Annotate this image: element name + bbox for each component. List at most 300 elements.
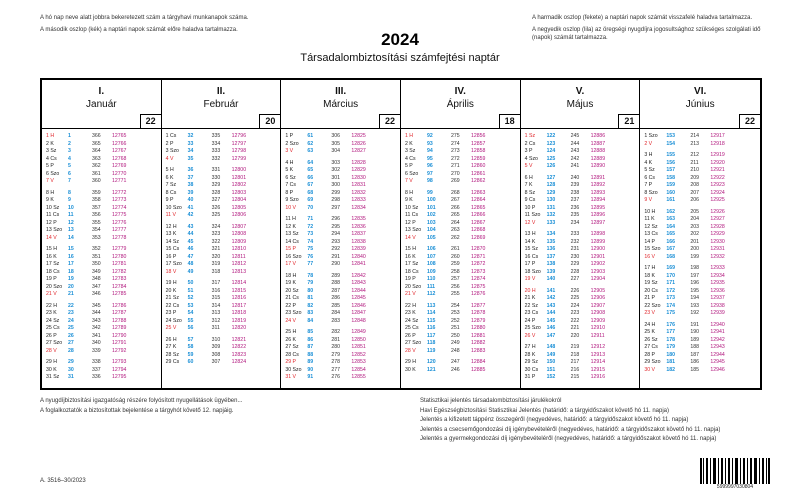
day-label: 11 Cs (46, 212, 60, 218)
day-backward: 215 (570, 374, 580, 380)
day-row (644, 160, 757, 168)
month-column-2 (281, 80, 401, 388)
day-row (525, 205, 637, 213)
calendar-grid (40, 78, 762, 390)
footer-left (40, 398, 370, 417)
day-service: 12943 (710, 344, 725, 350)
day-forward: 121 (426, 366, 436, 373)
day-row (405, 171, 517, 179)
day-service: 12886 (590, 133, 606, 139)
day-forward: 139 (546, 268, 556, 275)
day-service: 12921 (710, 167, 725, 173)
day-label: 4 H (285, 159, 294, 166)
month-roman: IV. (454, 86, 466, 97)
day-forward: 91 (307, 374, 314, 380)
day-row (644, 329, 757, 337)
day-forward: 78 (307, 272, 314, 279)
day-label: 17 H (644, 265, 656, 271)
day-backward: 217 (570, 359, 580, 365)
day-backward: 335 (211, 133, 221, 139)
day-backward: 187 (690, 351, 699, 358)
day-service: 12790 (112, 332, 127, 339)
day-row (525, 141, 637, 149)
day-service: 12825 (351, 133, 366, 139)
day-service: 12796 (231, 133, 247, 139)
day-label: 10 Szo (165, 204, 182, 211)
day-backward: 320 (211, 253, 221, 260)
day-label: 13 Szo (404, 227, 422, 233)
day-row (644, 344, 757, 352)
day-backward: 214 (690, 133, 699, 139)
day-row (644, 322, 757, 330)
day-forward: 169 (666, 265, 675, 271)
month-header (401, 86, 520, 129)
day-service: 12876 (470, 291, 486, 297)
day-row (285, 303, 397, 311)
day-service: 12933 (710, 265, 725, 271)
day-backward: 198 (690, 265, 699, 271)
day-label: 22 Cs (165, 302, 180, 309)
day-forward: 162 (666, 208, 675, 215)
day-row (46, 197, 158, 205)
day-row (46, 163, 158, 171)
day-backward: 273 (450, 148, 460, 154)
day-service: 12882 (470, 340, 486, 346)
day-service: 12925 (710, 197, 725, 203)
day-label: 22 P (285, 302, 296, 309)
day-forward: 69 (307, 197, 314, 203)
day-forward: 15 (68, 246, 74, 252)
day-forward: 40 (187, 197, 194, 203)
day-service: 12844 (351, 287, 366, 294)
day-forward: 56 (187, 325, 194, 331)
day-row (285, 295, 397, 303)
day-backward: 353 (92, 234, 101, 241)
day-service: 12936 (710, 287, 725, 294)
day-backward: 255 (450, 291, 460, 297)
day-row (166, 352, 278, 360)
day-label: 18 Szo (524, 268, 541, 275)
day-backward: 286 (331, 295, 340, 301)
day-row (644, 239, 757, 247)
footer-left-line: A nyugdíjbiztosítási igazgatóság részére folyósított nyugellátások ügyében... (40, 398, 243, 404)
day-service: 12861 (470, 170, 486, 177)
day-backward: 357 (92, 204, 101, 211)
day-backward: 324 (211, 223, 221, 230)
day-forward: 114 (426, 310, 436, 316)
day-backward: 241 (570, 163, 580, 169)
day-row (46, 205, 158, 213)
day-label: 4 Szo (524, 155, 538, 162)
day-forward: 67 (307, 182, 314, 188)
day-forward: 141 (546, 287, 556, 294)
day-backward: 289 (331, 272, 340, 279)
day-label: 10 H (644, 208, 656, 215)
day-service: 12852 (351, 351, 366, 358)
day-row (644, 303, 757, 311)
day-label: 27 H (524, 344, 536, 350)
day-service: 12917 (710, 133, 725, 139)
day-backward: 243 (570, 148, 580, 154)
month-roman: II. (216, 86, 226, 97)
day-service: 12859 (470, 155, 486, 162)
day-row (405, 212, 517, 220)
day-row (46, 246, 158, 254)
day-row (285, 374, 397, 382)
day-service: 12904 (590, 276, 606, 282)
day-backward: 246 (450, 366, 460, 373)
day-label: 25 Szo (524, 325, 541, 331)
day-backward: 280 (331, 344, 340, 350)
day-service: 12918 (710, 140, 725, 147)
day-row (166, 205, 278, 213)
day-forward: 133 (546, 219, 556, 226)
day-backward: 295 (331, 223, 340, 230)
day-backward: 360 (92, 178, 101, 184)
day-backward: 228 (570, 268, 580, 275)
day-service: 12801 (231, 174, 247, 181)
day-service: 12919 (710, 152, 725, 158)
day-row (405, 156, 517, 164)
day-row (285, 148, 397, 156)
day-forward: 120 (426, 359, 436, 365)
day-forward: 62 (307, 140, 314, 147)
day-service: 12847 (351, 310, 366, 316)
day-label: 30 K (404, 366, 416, 373)
day-row (405, 178, 517, 186)
day-label: 28 Cs (285, 351, 299, 358)
day-row (525, 288, 637, 296)
day-forward: 85 (307, 329, 314, 335)
day-service: 12887 (590, 140, 606, 147)
day-forward: 29 (68, 359, 74, 365)
day-service: 12772 (112, 189, 127, 196)
day-label: 16 V (644, 253, 655, 260)
day-forward: 7 (68, 178, 71, 184)
day-backward: 366 (92, 133, 101, 139)
day-backward: 296 (331, 216, 340, 222)
day-service: 12768 (112, 155, 127, 162)
day-row (525, 352, 637, 360)
day-service: 12824 (231, 359, 247, 365)
day-forward: 53 (187, 302, 194, 309)
day-service: 12911 (590, 332, 605, 339)
day-forward: 117 (426, 332, 436, 339)
day-backward: 201 (690, 238, 699, 245)
day-forward: 157 (666, 167, 675, 173)
day-service: 12854 (351, 366, 366, 373)
day-backward: 269 (450, 178, 460, 184)
day-row (166, 156, 278, 164)
day-row (405, 261, 517, 269)
day-backward: 212 (690, 152, 699, 158)
day-label: 9 K (46, 197, 54, 203)
day-backward: 268 (450, 189, 460, 196)
day-label: 21 V (404, 291, 416, 297)
day-row (644, 246, 757, 254)
day-row (644, 216, 757, 224)
day-service: 12769 (112, 163, 127, 169)
day-label: 3 Szo (165, 148, 179, 154)
day-forward: 161 (666, 197, 675, 203)
day-backward: 283 (331, 317, 340, 324)
day-backward: 349 (92, 268, 101, 275)
day-row (166, 269, 278, 277)
day-service: 12773 (112, 197, 127, 203)
day-row (405, 235, 517, 243)
day-row (405, 269, 517, 277)
day-row (525, 374, 637, 382)
day-forward: 105 (426, 234, 436, 241)
day-row (644, 295, 757, 303)
day-service: 12938 (710, 302, 725, 309)
day-service: 12775 (112, 212, 127, 218)
day-label: 3 Sz (46, 148, 57, 154)
day-forward: 160 (666, 189, 675, 196)
day-label: 20 K (165, 287, 177, 294)
day-row (405, 227, 517, 235)
day-backward: 291 (331, 253, 340, 260)
day-label: 26 H (165, 336, 177, 343)
day-forward: 112 (426, 291, 436, 297)
day-label: 25 Cs (46, 325, 60, 331)
day-label: 12 P (46, 219, 57, 226)
day-row (644, 310, 757, 318)
day-label: 27 Szo (46, 340, 63, 346)
day-label: 10 P (524, 204, 536, 211)
day-label: 10 Sz (46, 204, 60, 211)
day-row (405, 220, 517, 228)
day-service: 12798 (231, 148, 247, 154)
day-backward: 312 (211, 317, 221, 324)
day-forward: 35 (187, 155, 194, 162)
day-forward: 26 (68, 332, 74, 339)
day-service: 12868 (470, 227, 486, 233)
month-column-5 (640, 80, 760, 388)
day-row (525, 148, 637, 156)
day-row (166, 359, 278, 367)
day-label: 30 Cs (524, 366, 539, 373)
day-label: 9 K (404, 197, 413, 203)
day-forward: 149 (546, 351, 556, 358)
day-backward: 365 (92, 140, 101, 147)
day-backward: 257 (450, 276, 460, 282)
day-service: 12787 (112, 310, 127, 316)
day-label: 26 Sz (644, 336, 658, 343)
day-label: 18 K (644, 272, 655, 279)
day-label: 27 Cs (644, 344, 658, 350)
day-backward: 189 (690, 336, 699, 343)
day-forward: 155 (666, 152, 675, 158)
day-service: 12774 (112, 204, 127, 211)
day-backward: 323 (211, 231, 221, 237)
day-service: 12805 (231, 204, 247, 211)
day-service: 12942 (710, 336, 725, 343)
day-backward: 362 (92, 163, 101, 169)
month-days (281, 129, 400, 382)
day-row (644, 224, 757, 232)
day-service: 12800 (231, 167, 247, 173)
day-backward: 339 (92, 347, 101, 354)
day-service: 12799 (231, 155, 247, 162)
day-row (46, 254, 158, 262)
day-backward: 292 (331, 246, 340, 252)
day-label: 30 V (644, 366, 655, 373)
day-label: 20 H (524, 287, 536, 294)
day-forward: 97 (426, 170, 433, 177)
workdays-count: 21 (618, 114, 639, 128)
month-roman: VI. (694, 86, 707, 97)
day-label: 24 H (644, 321, 656, 328)
day-row (644, 175, 757, 183)
day-service: 12803 (231, 189, 247, 196)
day-row (285, 352, 397, 360)
note-right-1: A harmadik oszlop (fekete) a naptári napok számát visszafelé haladva tartalmazza. (532, 15, 753, 21)
day-label: 16 P (165, 253, 177, 260)
day-service: 12900 (590, 246, 606, 252)
day-label: 13 Szo (46, 227, 63, 233)
day-forward: 38 (187, 182, 194, 188)
workdays-count: 22 (140, 114, 161, 128)
day-backward: 245 (570, 133, 580, 139)
footer-left-line: A foglalkoztatók a biztosítottak bejelentése a tárgyhót követő 12. napjáig. (40, 407, 234, 414)
day-row (166, 325, 278, 333)
day-label: 23 V (644, 310, 655, 316)
day-forward: 179 (666, 344, 675, 350)
day-forward: 21 (68, 291, 74, 297)
month-days (162, 129, 281, 367)
day-row (525, 318, 637, 326)
day-forward: 43 (187, 223, 194, 230)
day-label: 30 K (46, 366, 57, 373)
day-row (285, 329, 397, 337)
day-forward: 25 (68, 325, 74, 331)
day-forward: 54 (187, 310, 194, 316)
day-label: 20 Cs (644, 287, 658, 294)
day-backward: 188 (690, 344, 699, 350)
note-right-2: A negyedik oszlop (lila) az öregségi nyugdíjra jogosultsághoz szükséges szolgálati idő (napok) számát tartalmazza. (532, 27, 761, 41)
day-backward: 192 (690, 310, 699, 316)
day-service: 12946 (710, 366, 725, 373)
day-row (46, 303, 158, 311)
day-row (405, 310, 517, 318)
day-label: 8 Szo (644, 189, 658, 196)
day-service: 12789 (112, 325, 127, 331)
day-row (166, 197, 278, 205)
footer-right-line: Statisztikai jelentés társadalombiztosítási járulékokról (420, 398, 562, 404)
day-row (525, 156, 637, 164)
day-label: 5 P (46, 163, 54, 169)
day-label: 5 V (524, 163, 533, 169)
day-forward: 154 (666, 140, 675, 147)
day-row (525, 239, 637, 247)
day-service: 12826 (351, 140, 366, 147)
day-backward: 293 (331, 238, 340, 245)
day-row (166, 303, 278, 311)
day-label: 28 V (46, 347, 57, 354)
day-forward: 106 (426, 246, 436, 252)
day-backward: 271 (450, 163, 460, 169)
month-column-4 (521, 80, 641, 388)
day-row (46, 367, 158, 375)
day-service: 12767 (112, 148, 127, 154)
day-backward: 352 (92, 246, 101, 252)
day-row (644, 141, 757, 149)
day-row (46, 178, 158, 186)
day-row (46, 133, 158, 141)
day-label: 27 Szo (404, 340, 422, 346)
day-label: 27 Sz (285, 344, 299, 350)
day-row (46, 171, 158, 179)
day-backward: 348 (92, 276, 101, 282)
day-label: 14 Cs (285, 238, 299, 245)
day-forward: 82 (307, 302, 314, 309)
day-row (166, 212, 278, 220)
day-label: 5 K (285, 167, 294, 173)
day-backward: 230 (570, 253, 580, 260)
day-backward: 275 (450, 133, 460, 139)
day-label: 1 H (404, 133, 414, 139)
day-service: 12944 (710, 351, 725, 358)
day-row (166, 280, 278, 288)
day-backward: 306 (331, 133, 340, 139)
day-forward: 37 (187, 174, 194, 181)
day-label: 20 Szo (46, 283, 63, 290)
day-service: 12779 (112, 246, 127, 252)
day-backward: 297 (331, 204, 340, 211)
day-forward: 134 (546, 231, 556, 237)
day-label: 12 P (404, 219, 416, 226)
day-service: 12819 (231, 317, 247, 324)
day-service: 12929 (710, 231, 725, 237)
day-service: 12848 (351, 317, 366, 324)
day-forward: 108 (426, 261, 436, 267)
day-backward: 356 (92, 212, 101, 218)
day-service: 12894 (590, 197, 606, 203)
month-column-3 (401, 80, 521, 388)
barcode-icon (700, 458, 770, 484)
day-service: 12892 (590, 182, 606, 188)
day-backward: 317 (211, 280, 221, 286)
month-header (521, 86, 640, 129)
day-backward: 290 (331, 261, 340, 267)
day-forward: 170 (666, 272, 675, 279)
footer-right-line: Havi Egészségbiztosítási Statisztikai Jelentés (határidő: a tárgyidőszakot követő hó 11. napja) (420, 407, 670, 414)
day-label: 2 Cs (524, 140, 536, 147)
day-forward: 63 (307, 148, 314, 154)
day-backward: 202 (690, 231, 699, 237)
day-label: 19 V (524, 276, 536, 282)
day-service: 12778 (112, 234, 127, 241)
day-forward: 96 (426, 163, 433, 169)
day-label: 25 K (644, 329, 655, 335)
day-service: 12835 (351, 216, 366, 222)
day-backward: 336 (92, 374, 101, 380)
day-label: 6 Szo (404, 170, 419, 177)
day-label: 11 Cs (404, 212, 419, 218)
day-forward: 128 (546, 182, 556, 188)
day-forward: 142 (546, 295, 556, 301)
day-forward: 147 (546, 332, 556, 339)
day-row (644, 265, 757, 273)
day-backward: 272 (450, 155, 460, 162)
day-forward: 73 (307, 231, 314, 237)
day-forward: 3 (68, 148, 71, 154)
day-forward: 113 (426, 302, 436, 309)
day-row (46, 227, 158, 235)
day-forward: 99 (426, 189, 433, 196)
day-backward: 205 (690, 208, 699, 215)
